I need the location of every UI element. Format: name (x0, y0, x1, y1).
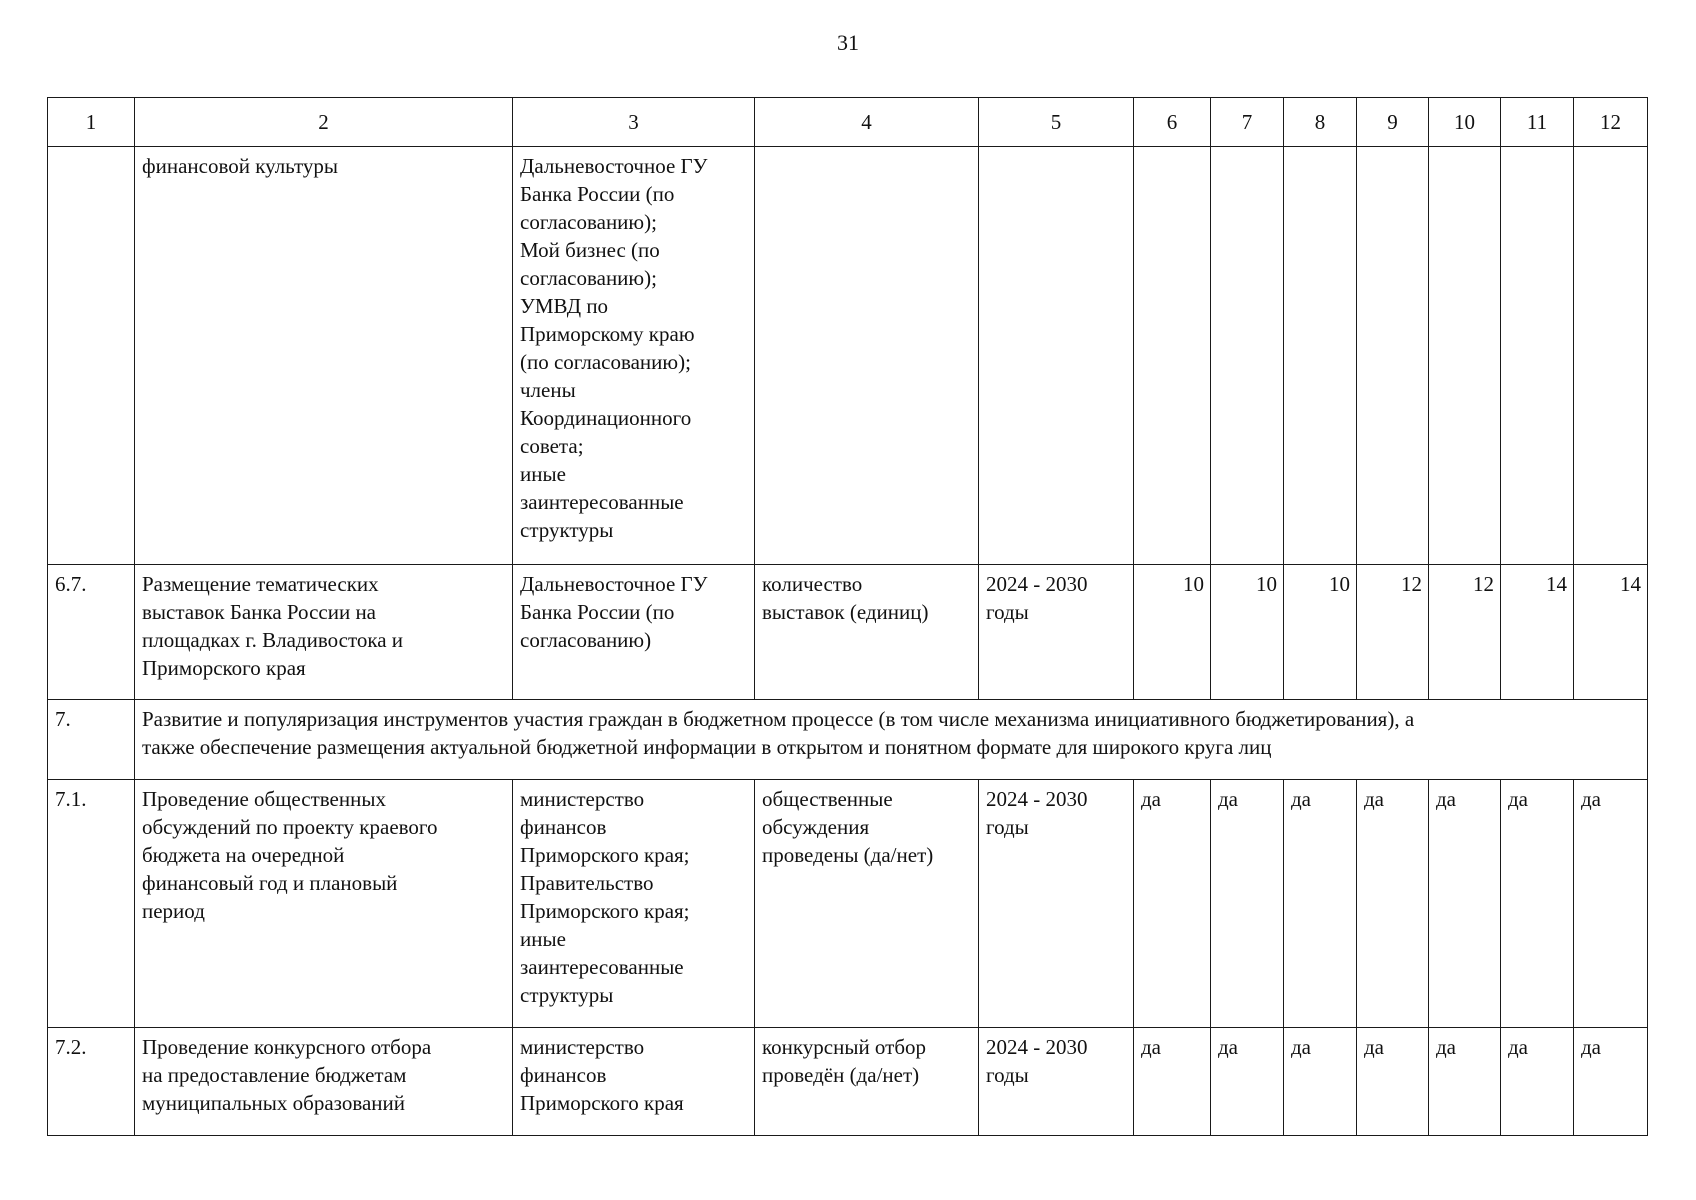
column-header: 11 (1501, 98, 1574, 147)
measures-table (47, 97, 1648, 1136)
page-number: 31 (837, 30, 859, 55)
indicator: общественные обсуждения проведены (да/нет) (755, 780, 979, 1028)
column-header: 2 (135, 98, 513, 147)
value-cell: 14 (1574, 565, 1648, 700)
value-cell: да (1574, 780, 1648, 1028)
value-cell: 10 (1211, 565, 1284, 700)
column-header: 6 (1134, 98, 1211, 147)
table-row (48, 780, 1648, 1028)
table-row (48, 1028, 1648, 1136)
table-header-row (48, 98, 1648, 147)
value-cell: да (1211, 1028, 1284, 1136)
row-number: 7.2. (48, 1028, 135, 1136)
value-cell: да (1211, 780, 1284, 1028)
section-title: Развитие и популяризация инструментов участия граждан в бюджетном процессе (в том числе механизма инициативного бюджетирования), а также обеспечение размещения актуальной бюджетной информации в открытом и понятном формате для широкого круга лиц (135, 700, 1648, 780)
value-cell: 12 (1429, 565, 1501, 700)
column-header: 3 (513, 98, 755, 147)
value-cell: 10 (1284, 565, 1357, 700)
period (979, 147, 1134, 565)
value-cell: да (1284, 780, 1357, 1028)
column-header: 7 (1211, 98, 1284, 147)
table-row (48, 147, 1648, 565)
section-row (48, 700, 1648, 780)
indicator: количество выставок (единиц) (755, 565, 979, 700)
indicator (755, 147, 979, 565)
value-cell (1429, 147, 1501, 565)
executors: министерство финансов Приморского края; Правительство Приморского края; иные заинтересованные структуры (513, 780, 755, 1028)
value-cell (1501, 147, 1574, 565)
executors: министерство финансов Приморского края (513, 1028, 755, 1136)
row-number (48, 147, 135, 565)
value-cell (1574, 147, 1648, 565)
value-cell (1357, 147, 1429, 565)
column-header: 5 (979, 98, 1134, 147)
row-number: 7. (48, 700, 135, 780)
value-cell: да (1134, 780, 1211, 1028)
value-cell: 12 (1357, 565, 1429, 700)
value-cell: да (1429, 1028, 1501, 1136)
row-number: 7.1. (48, 780, 135, 1028)
column-header: 10 (1429, 98, 1501, 147)
value-cell: да (1357, 780, 1429, 1028)
column-header: 9 (1357, 98, 1429, 147)
row-number: 6.7. (48, 565, 135, 700)
period: 2024 - 2030 годы (979, 565, 1134, 700)
value-cell: да (1134, 1028, 1211, 1136)
value-cell: 14 (1501, 565, 1574, 700)
column-header: 8 (1284, 98, 1357, 147)
value-cell: да (1357, 1028, 1429, 1136)
measure-name: Проведение общественных обсуждений по проекту краевого бюджета на очередной финансовый год и плановый период (135, 780, 513, 1028)
value-cell (1134, 147, 1211, 565)
value-cell (1211, 147, 1284, 565)
measure-name: финансовой культуры (135, 147, 513, 565)
column-header: 12 (1574, 98, 1648, 147)
value-cell: да (1501, 780, 1574, 1028)
value-cell: да (1574, 1028, 1648, 1136)
executors: Дальневосточное ГУ Банка России (по согласованию); Мой бизнес (по согласованию); УМВД по Приморскому краю (по согласованию); члены Координационного совета; иные заинтересованные структуры (513, 147, 755, 565)
column-header: 4 (755, 98, 979, 147)
table-row (48, 565, 1648, 700)
measure-name: Проведение конкурсного отбора на предоставление бюджетам муниципальных образований (135, 1028, 513, 1136)
value-cell: 10 (1134, 565, 1211, 700)
value-cell (1284, 147, 1357, 565)
period: 2024 - 2030 годы (979, 780, 1134, 1028)
column-header: 1 (48, 98, 135, 147)
value-cell: да (1501, 1028, 1574, 1136)
indicator: конкурсный отбор проведён (да/нет) (755, 1028, 979, 1136)
value-cell: да (1284, 1028, 1357, 1136)
measure-name: Размещение тематических выставок Банка России на площадках г. Владивостока и Приморского края (135, 565, 513, 700)
period: 2024 - 2030 годы (979, 1028, 1134, 1136)
executors: Дальневосточное ГУ Банка России (по согласованию) (513, 565, 755, 700)
value-cell: да (1429, 780, 1501, 1028)
